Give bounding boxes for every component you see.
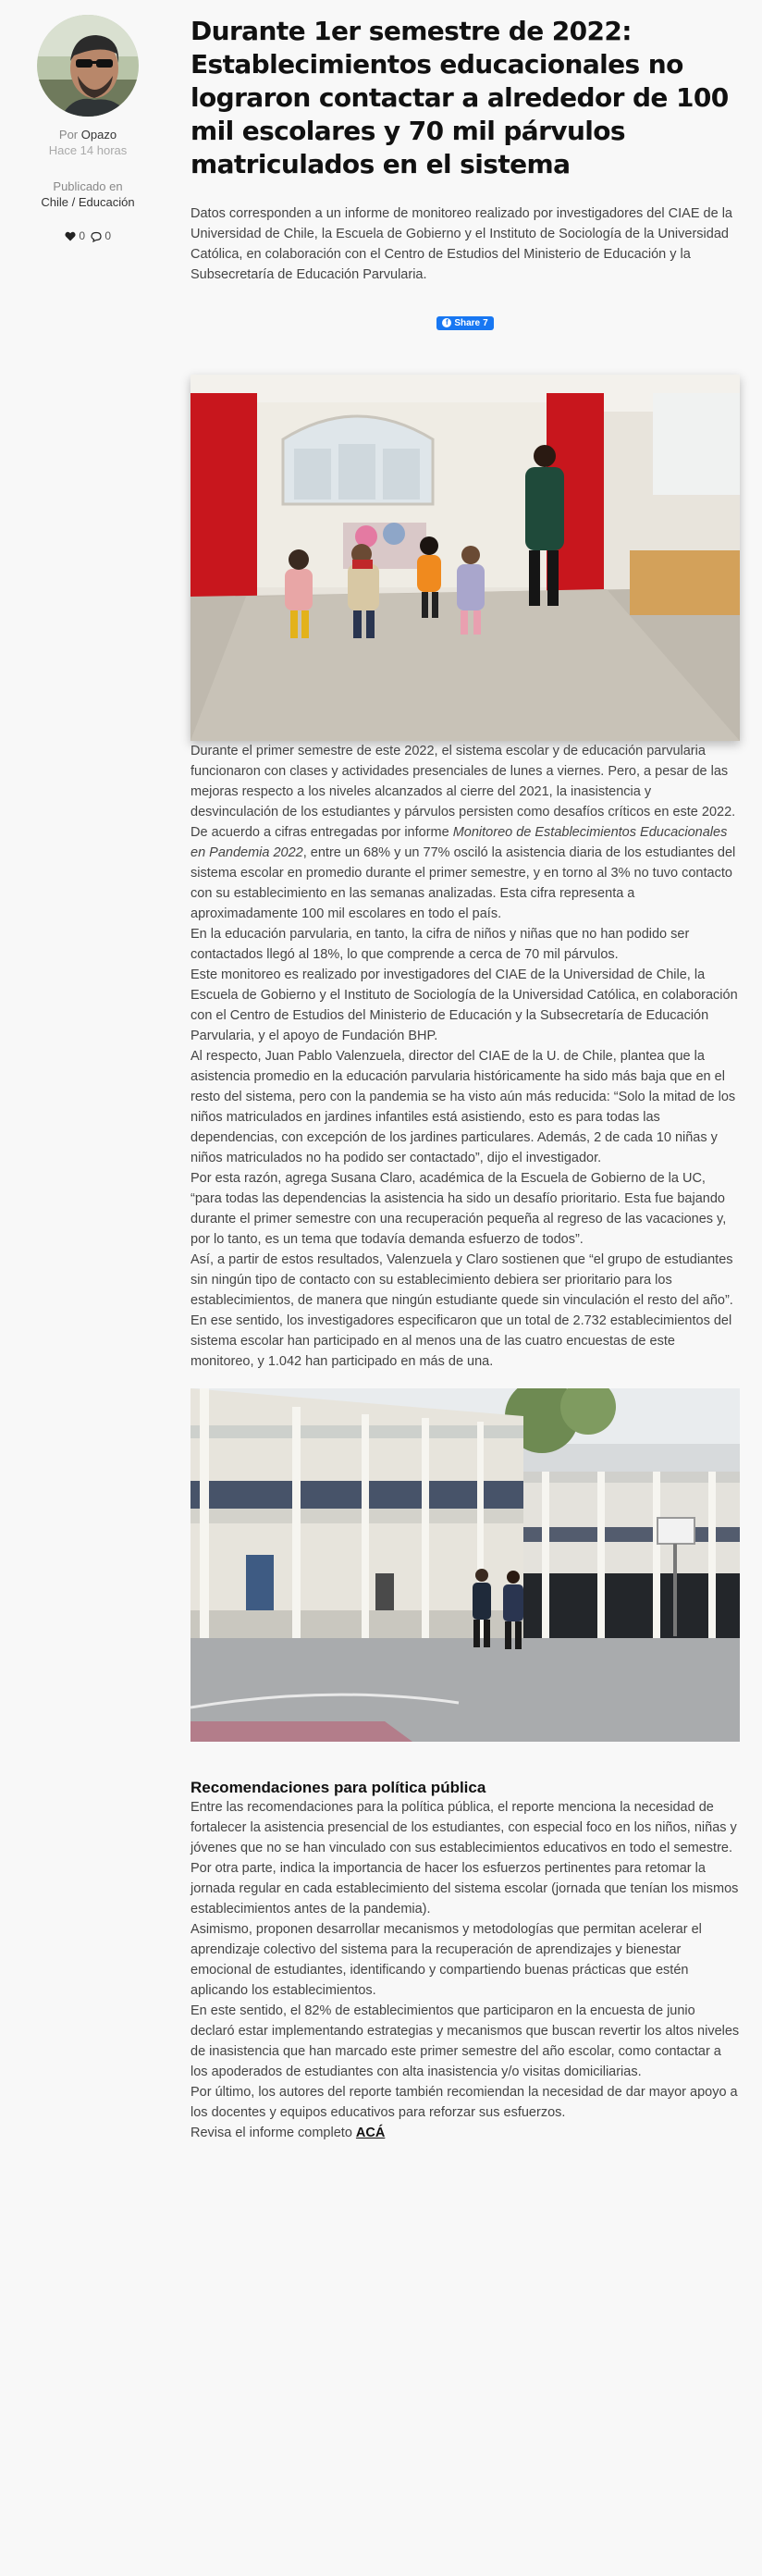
article-paragraph: En la educación parvularia, en tanto, la cifra de niños y niñas que no han podido ser contactados llegó al 18%, lo que comprende a cerca de 70 mil párvulos. bbox=[190, 926, 690, 962]
article-paragraph: Por último, los autores del reporte también recomiendan la necesidad de dar mayor apoyo a los docentes y equipos educativos para reforzar sus esfuerzos. bbox=[190, 2084, 738, 2120]
section-heading: Recomendaciones para política pública bbox=[190, 1778, 486, 1796]
author-name-link[interactable]: Opazo bbox=[80, 128, 117, 142]
time-ago: Hace 14 horas bbox=[48, 143, 128, 157]
comment-counter[interactable] bbox=[91, 229, 111, 242]
share-area bbox=[190, 313, 740, 330]
article-photo-school-courtyard bbox=[190, 1388, 740, 1742]
report-title-italic: Monitoreo de Establecimientos Educacionales en Pandemia 2022 bbox=[190, 824, 728, 860]
article-paragraph: En ese sentido, los investigadores especificaron que un total de 2.732 establecimientos del sistema escolar han participado en al menos una de las cuatro encuestas de este monitoreo, y 1.042 han participado en más de una. bbox=[190, 1313, 732, 1369]
avatar[interactable] bbox=[37, 15, 139, 117]
share-count: 7 bbox=[483, 317, 488, 328]
paragraph-text: De acuerdo a cifras entregadas por informe bbox=[190, 824, 453, 840]
article-paragraph: En este sentido, el 82% de establecimientos que participaron en la encuesta de junio declaró estar implementando estrategias y mecanismos que buscan revertir los altos niveles de inasistencia que han marcado este primer semestre del año escolar, como contactar a los apoderados de estudiantes con alta inasistencia y/o visitas domiciliarias. bbox=[190, 2003, 740, 2079]
like-counter[interactable] bbox=[65, 229, 85, 242]
read-more-line bbox=[190, 2123, 740, 2143]
heart-icon bbox=[65, 231, 76, 241]
like-count: 0 bbox=[79, 229, 85, 242]
article-lead: Datos corresponden a un informe de monitoreo realizado por investigadores del CIAE de la Universidad de Chile, la Escuela de Gobierno y el Instituto de Sociología de la Universidad Católica, en colaboración con el Centro de Estudios del Ministerio de Educación y la Subsecretaría de Educación Parvularia. bbox=[190, 206, 732, 282]
comment-count: 0 bbox=[104, 229, 112, 242]
article-paragraph: Por esta razón, agrega Susana Claro, académica de la Escuela de Gobierno de la UC, “para todas las dependencias la asistencia ha sido un desafío prioritario. Esta fue bajando durante el primer semestre con una recuperación pequeña al regreso de las vacaciones y, por lo tanto, es un tema que todavía demanda esfuerzo de todos”. bbox=[190, 1170, 727, 1247]
article-paragraph: Entre las recomendaciones para la política pública, el reporte menciona la necesidad de fortalecer la asistencia presencial de los estudiantes, con especial foco en los niños, niñas y jóvenes que no se han vinculado con sus establecimientos educativos en todo el semestre. Por otra parte, indica la importancia de hacer los esfuerzos pertinentes para retomar la jornada regular en cada establecimiento del sistema escolar (jornada que tenían los mismos establecimientos antes de la pandemia). bbox=[190, 1799, 739, 1917]
author-byline bbox=[35, 128, 141, 142]
report-link[interactable]: ACÁ bbox=[355, 2125, 386, 2140]
article-paragraph: Asimismo, proponen desarrollar mecanismos y metodologías que permitan acelerar el aprendizaje colectivo del sistema para la recuperación de aprendizajes y bienestar emocional de estudiantes, identificando y compartiendo buenas prácticas que estén aplicando los establecimientos. bbox=[190, 1921, 702, 1998]
author-sidebar bbox=[35, 15, 141, 242]
share-label: Share bbox=[454, 317, 481, 328]
article-paragraph: Así, a partir de estos resultados, Valenzuela y Claro sostienen que “el grupo de estudiantes sin ningún tipo de contacto con su establecimiento debiera ser prioritario para los establecimientos, de manera que ningún estudiante quede sin vinculación el resto del año”. bbox=[190, 1251, 733, 1308]
article-paragraph: Este monitoreo es realizado por investigadores del CIAE de la Universidad de Chile, la Escuela de Gobierno y el Instituto de Sociología de la Universidad Católica, en colaboración con el Centro de Estudios del Ministerio de Educación y la Subsecretaría de Educación Parvularia, y el apoyo de Fundación BHP. bbox=[190, 967, 738, 1043]
paragraph-text: , entre un 68% y un 77% osciló la asistencia diaria de los estudiantes del sistema escolar en promedio durante el primer semestre, y en torno al 3% no tuvo contacto con su establecimiento en las semanas analizadas. Esta cifra representa a aproximadamente 100 mil escolares en todo el país. bbox=[190, 844, 736, 921]
facebook-share-button[interactable] bbox=[436, 316, 493, 330]
article-title: Durante 1er semestre de 2022: Establecimientos educacionales no lograron contactar a alrededor de 100 mil escolares y 70 mil párvulos matriculados en el sistema bbox=[190, 16, 729, 179]
facebook-icon: f bbox=[442, 318, 451, 327]
comment-bubble-icon bbox=[91, 231, 102, 242]
article-paragraph bbox=[190, 822, 740, 924]
article-photo-kindergarten bbox=[190, 375, 740, 741]
article-paragraph: Al respecto, Juan Pablo Valenzuela, director del CIAE de la U. de Chile, plantea que la asistencia promedio en la educación parvularia históricamente ha sido más baja que en el resto del sistema, pero con la pandemia se ha visto aún más reducida: “Solo la mitad de los niños matriculados en jardines infantiles está asistiendo, esto es para todas las dependencias, con excepción de los jardines particulares. Además, 2 de cada 10 niñas y niños matriculados no ha podido ser contactado”, dijo el investigador. bbox=[190, 1048, 736, 1165]
author-prefix: Por bbox=[58, 128, 79, 142]
read-more-prefix: Revisa el informe completo bbox=[190, 2125, 356, 2140]
published-in-label: Publicado en bbox=[53, 179, 123, 193]
reaction-counters bbox=[35, 229, 141, 242]
category-link[interactable]: Chile / Educación bbox=[41, 195, 135, 209]
article-paragraph: Durante el primer semestre de este 2022, el sistema escolar y de educación parvularia funcionaron con clases y actividades presenciales de lunes a viernes. Pero, a pesar de las mejoras respecto a los niveles alcanzados al cierre del 2021, la inasistencia y desvinculación de los estudiantes y párvulos persisten como desafíos críticos en este 2022. bbox=[190, 743, 736, 820]
article bbox=[190, 0, 740, 2143]
